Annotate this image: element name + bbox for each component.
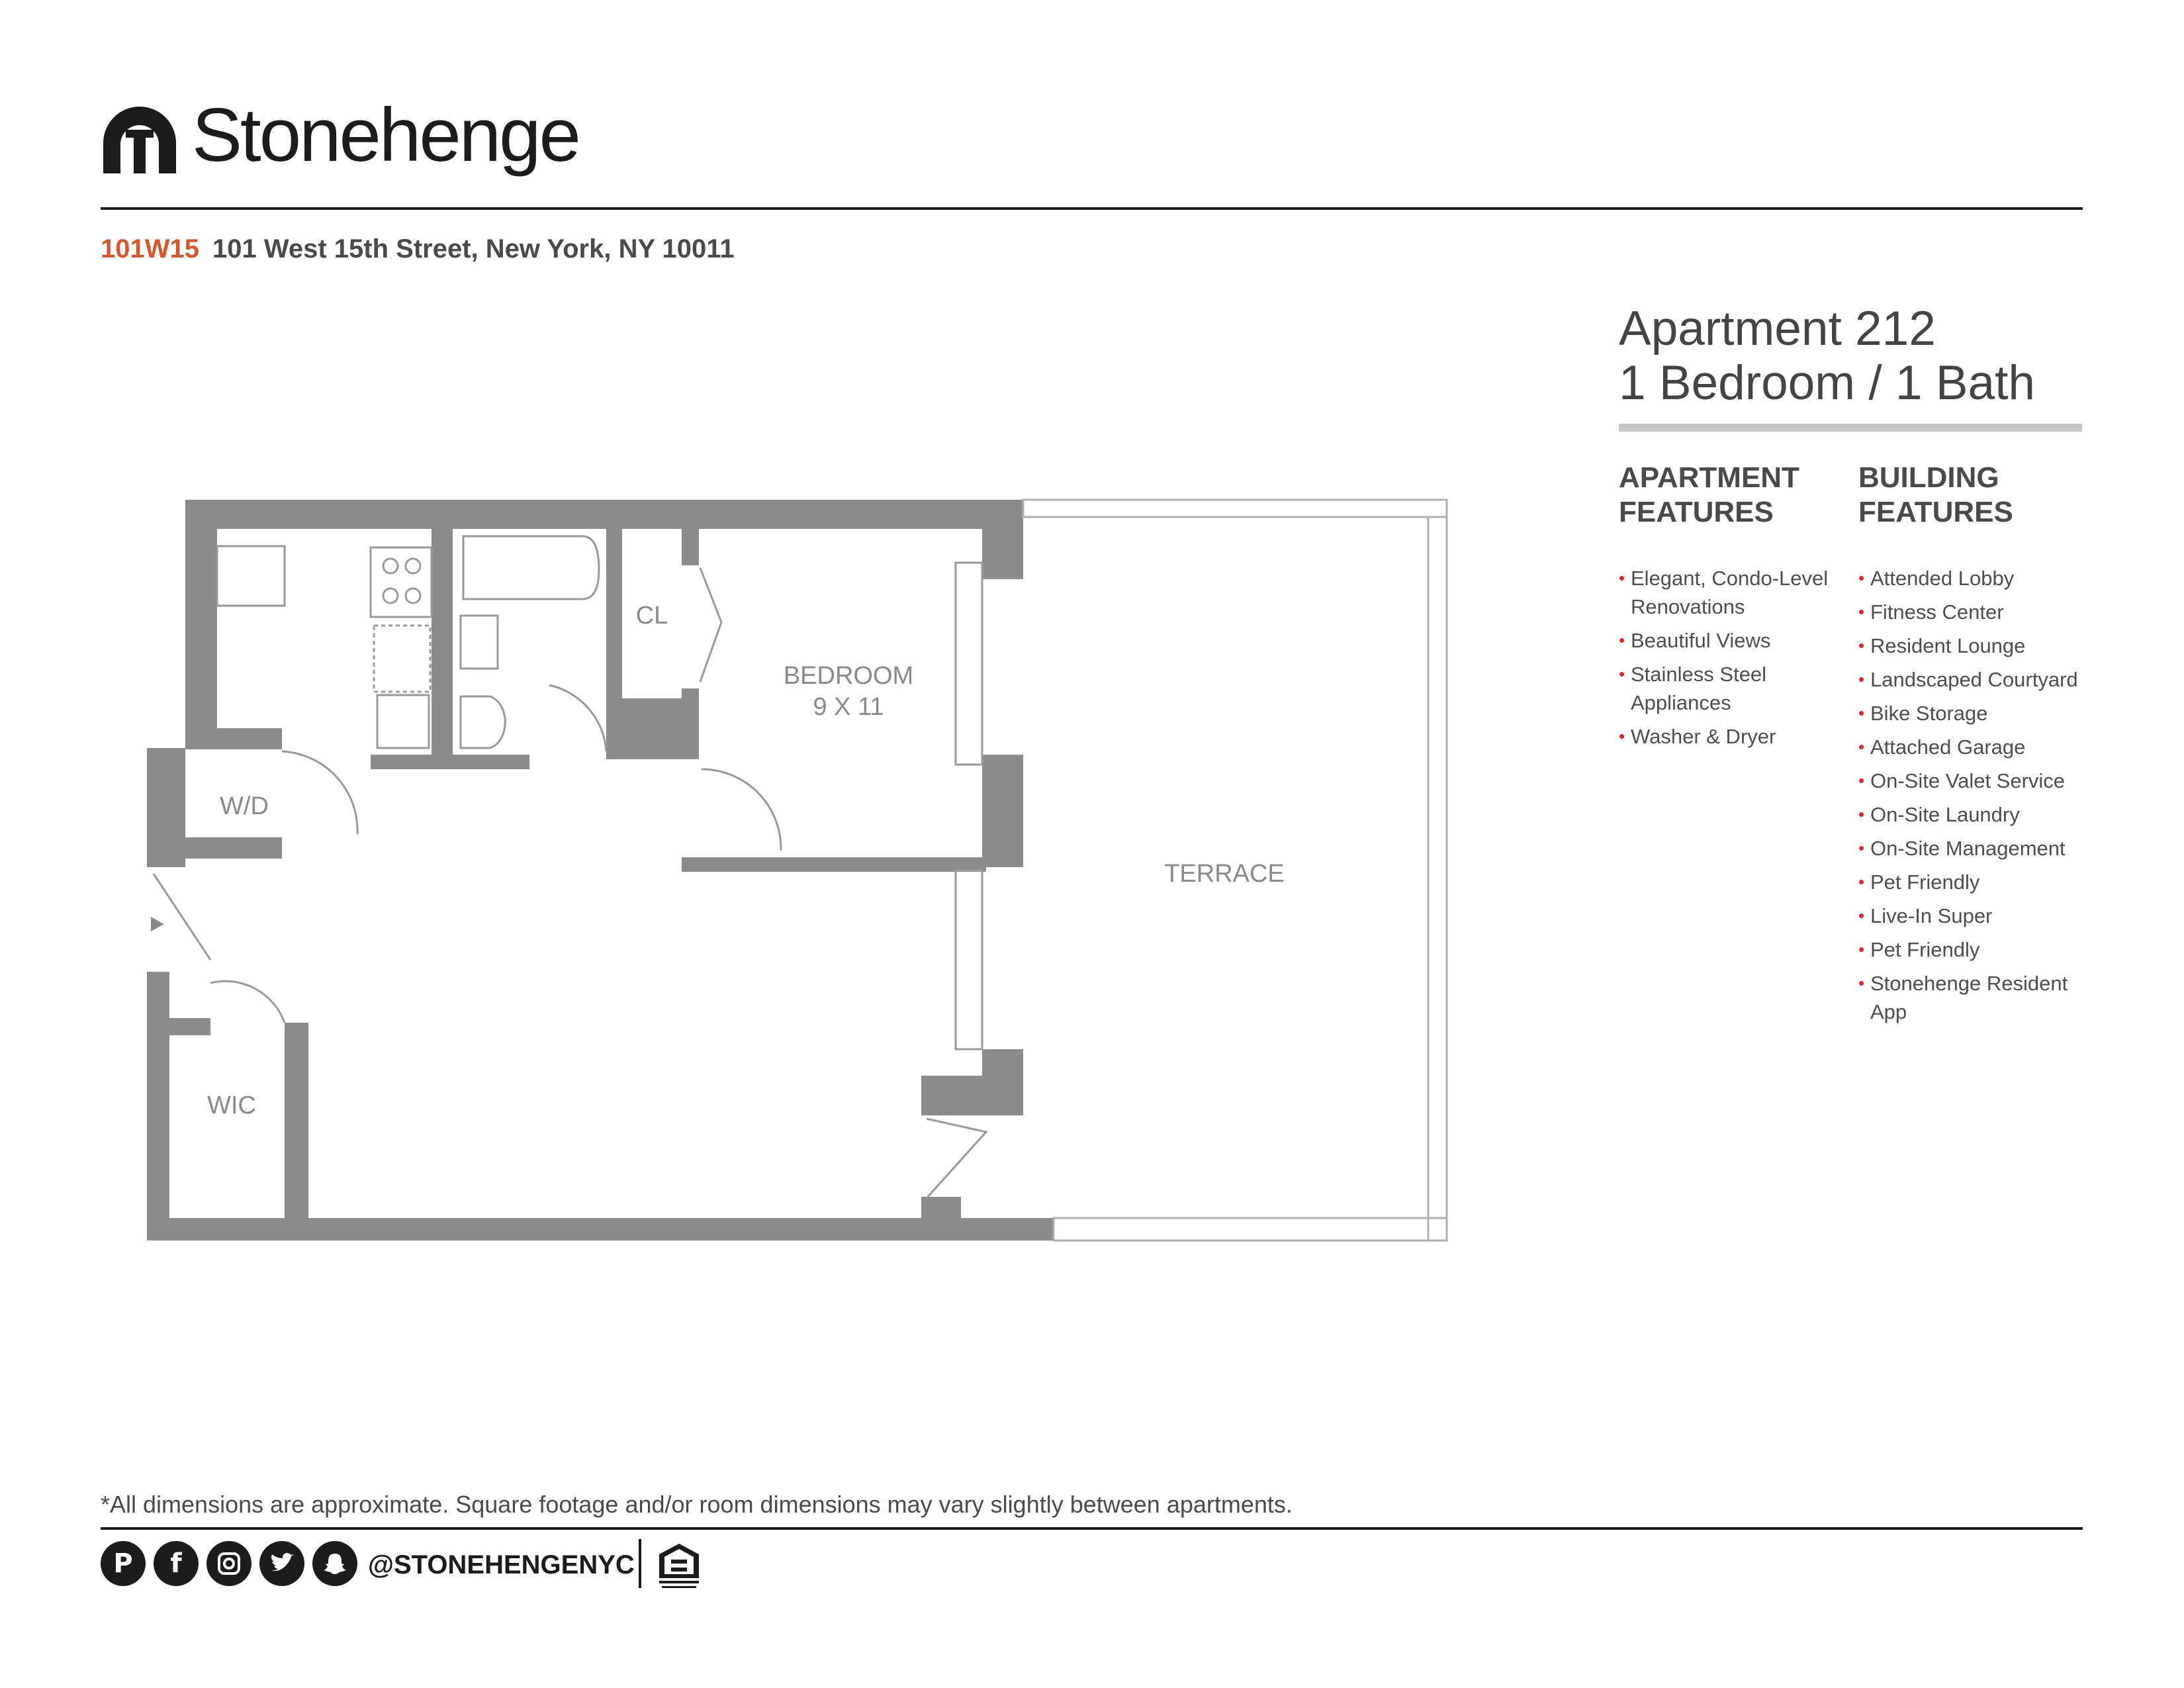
equal-housing-opportunity-icon bbox=[655, 1541, 703, 1590]
pinterest-icon[interactable]: P bbox=[101, 1541, 146, 1586]
list-item: • Resident Lounge bbox=[1858, 632, 2083, 660]
list-item: • Bike Storage bbox=[1858, 699, 2083, 727]
panel-divider bbox=[1619, 424, 2082, 432]
list-item: • On-Site Management bbox=[1858, 834, 2083, 863]
room-label-closet: CL bbox=[635, 602, 668, 630]
stonehenge-logo-icon bbox=[101, 105, 179, 173]
building-features-list bbox=[1858, 564, 2083, 1031]
instagram-icon[interactable] bbox=[206, 1541, 251, 1586]
room-label-washer-dryer: W/D bbox=[220, 792, 269, 820]
list-item: • Stonehenge Resident App bbox=[1858, 969, 2083, 1026]
list-item: • Pet Friendly bbox=[1858, 935, 2083, 964]
list-item: • Elegant, Condo-Level Renovations bbox=[1619, 564, 1850, 621]
list-item: • On-Site Laundry bbox=[1858, 800, 2083, 829]
footer-divider bbox=[101, 1527, 2083, 1530]
room-label-bedroom: BEDROOM bbox=[783, 662, 914, 690]
list-item: • Landscaped Courtyard bbox=[1858, 665, 2083, 694]
apartment-title: Apartment 212 bbox=[1619, 302, 1936, 355]
room-label-wic: WIC bbox=[207, 1092, 256, 1119]
header-divider bbox=[101, 207, 2083, 210]
room-label-terrace: TERRACE bbox=[1164, 860, 1285, 888]
room-label-bedroom-dims: 9 X 11 bbox=[813, 693, 884, 721]
list-item: • Live-In Super bbox=[1858, 902, 2083, 930]
apartment-type: 1 Bedroom / 1 Bath bbox=[1619, 356, 2035, 410]
disclaimer: *All dimensions are approximate. Square footage and/or room dimensions may vary slightly between apartments. bbox=[101, 1491, 1293, 1518]
list-item: • Beautiful Views bbox=[1619, 626, 1850, 655]
apartment-features-heading: APARTMENT FEATURES bbox=[1619, 461, 1799, 528]
footer-separator bbox=[639, 1539, 641, 1588]
list-item: • Stainless Steel Appliances bbox=[1619, 660, 1850, 717]
building-line bbox=[101, 236, 735, 262]
list-item: • Pet Friendly bbox=[1858, 868, 2083, 896]
social-handle[interactable]: @STONEHENGENYC bbox=[368, 1550, 635, 1579]
building-address: 101 West 15th Street, New York, NY 10011 bbox=[212, 234, 735, 263]
list-item: • Attended Lobby bbox=[1858, 564, 2083, 592]
apartment-heading bbox=[1619, 302, 2035, 410]
building-features-heading: BUILDING FEATURES bbox=[1858, 461, 2013, 528]
twitter-icon[interactable] bbox=[259, 1541, 304, 1586]
snapchat-icon[interactable] bbox=[312, 1541, 357, 1586]
list-item: • Fitness Center bbox=[1858, 598, 2083, 626]
apartment-features-list bbox=[1619, 564, 1850, 756]
list-item: • On-Site Valet Service bbox=[1858, 767, 2083, 795]
entry-arrow-icon bbox=[151, 917, 164, 931]
floor-plan-walls bbox=[147, 500, 1054, 1241]
list-item: • Washer & Dryer bbox=[1619, 722, 1850, 751]
facebook-icon[interactable]: f bbox=[154, 1541, 199, 1586]
floor-plan bbox=[139, 493, 1456, 1244]
list-item: • Attached Garage bbox=[1858, 733, 2083, 761]
building-code: 101W15 bbox=[101, 234, 199, 263]
brand-name: Stonehenge bbox=[192, 93, 579, 177]
